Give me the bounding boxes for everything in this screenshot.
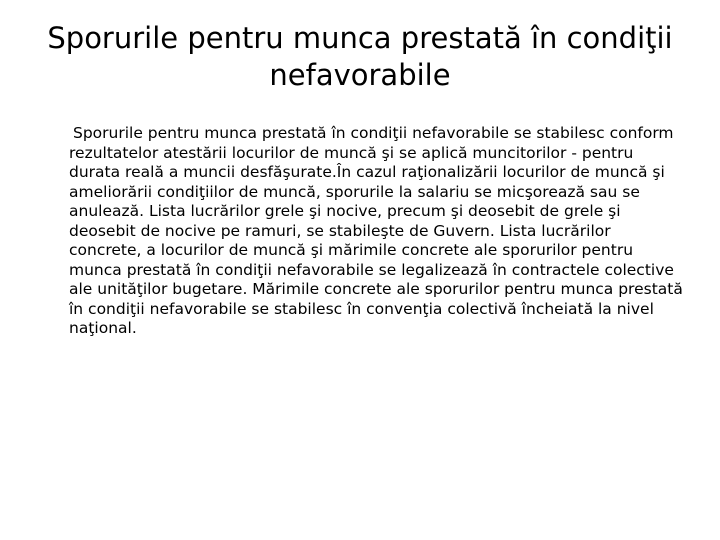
slide-title: Sporurile pentru munca prestată în condiţii nefavorabile: [47, 21, 673, 92]
slide-body-text: Sporurile pentru munca prestată în condiţii nefavorabile se stabilesc conform rezultatelor atestării locurilor de muncă şi se aplică muncitorilor - pentru durata reală a muncii desfăşurate.În cazul raţionalizării locurilor de muncă şi ameliorării condiţiilor de muncă, sporurile la salariu se micşorează sau se anulează. Lista lucrărilor grele şi nocive, precum şi deosebit de grele şi deosebit de nocive pe ramuri, se stabileşte de Guvern. Lista lucrărilor concrete, a locurilor de muncă şi mărimile concrete ale sporurilor pentru munca prestată în condiţii nefavorabile se legalizează în contractele colective ale unităţilor bugetare. Mărimile concrete ale sporurilor pentru munca prestată în condiţii nefavorabile se stabilesc în convenţia colectivă încheiată la nivel naţional.: [69, 124, 683, 337]
